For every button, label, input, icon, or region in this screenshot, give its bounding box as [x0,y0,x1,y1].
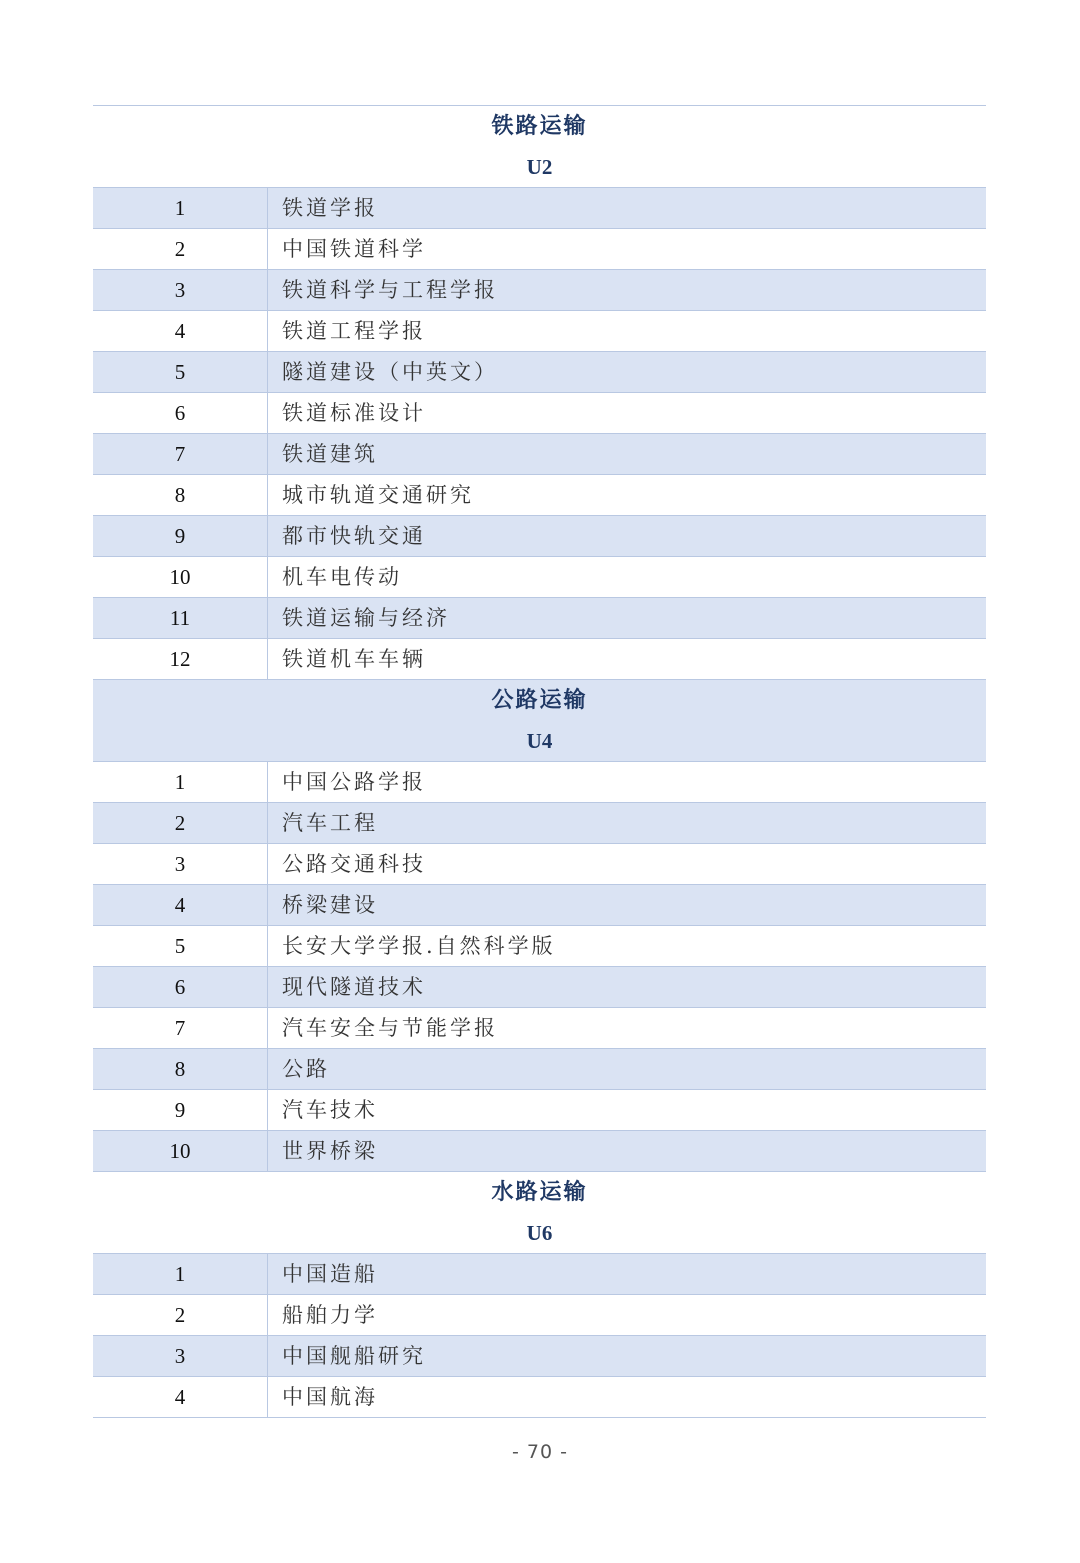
row-index: 9 [93,516,268,556]
row-index: 10 [93,1131,268,1171]
row-index: 6 [93,393,268,433]
page-number: - 70 - [512,1441,568,1463]
journal-name: 铁道工程学报 [282,319,426,343]
journal-name: 汽车技术 [282,1098,378,1122]
journal-name: 机车电传动 [282,565,402,589]
table-row [93,556,986,597]
journal-name: 中国舰船研究 [282,1344,426,1368]
table-row [93,1253,986,1294]
row-index: 1 [93,188,268,228]
table-row [93,1376,986,1418]
table-row [93,1294,986,1335]
table-row [93,1007,986,1048]
table-row [93,351,986,392]
section-title: 水路运输 [491,1179,588,1205]
row-index: 2 [93,229,268,269]
row-index: 1 [93,1254,268,1294]
journal-name: 铁道标准设计 [282,401,426,425]
row-index: 2 [93,803,268,843]
section-code: U4 [526,729,553,753]
journal-name: 中国航海 [282,1385,378,1409]
section-code: U6 [526,1221,553,1245]
journal-name: 船舶力学 [282,1303,378,1327]
row-index: 11 [93,598,268,638]
journal-name: 铁道建筑 [282,442,378,466]
row-index: 6 [93,967,268,1007]
journal-name: 现代隧道技术 [282,975,426,999]
journal-name: 中国造船 [282,1262,378,1286]
table-row [93,228,986,269]
row-index: 4 [93,311,268,351]
journal-name: 铁道机车车辆 [282,647,426,671]
journal-table [93,105,986,1418]
journal-name: 铁道科学与工程学报 [282,278,498,302]
row-index: 3 [93,270,268,310]
journal-name: 公路交通科技 [282,852,426,876]
row-index: 7 [93,1008,268,1048]
row-index: 8 [93,1049,268,1089]
table-row [93,187,986,228]
journal-name: 中国公路学报 [282,770,426,794]
journal-name: 公路 [282,1057,330,1081]
journal-name: 中国铁道科学 [282,237,426,261]
row-index: 9 [93,1090,268,1130]
table-row [93,802,986,843]
section-title: 公路运输 [491,687,588,713]
table-row [93,761,986,802]
journal-name: 桥梁建设 [282,893,378,917]
section-code: U2 [526,155,553,179]
table-row [93,310,986,351]
journal-name: 长安大学学报.自然科学版 [282,934,556,958]
table-row [93,269,986,310]
table-row [93,638,986,679]
table-row [93,392,986,433]
section-title: 铁路运输 [491,113,588,139]
journal-name: 铁道运输与经济 [282,606,450,630]
row-index: 2 [93,1295,268,1335]
journal-name: 汽车工程 [282,811,378,835]
table-row [93,843,986,884]
table-row [93,474,986,515]
table-row [93,433,986,474]
table-row [93,1335,986,1376]
journal-name: 世界桥梁 [282,1139,378,1163]
row-index: 7 [93,434,268,474]
row-index: 8 [93,475,268,515]
table-row [93,1089,986,1130]
table-row [93,515,986,556]
journal-name: 汽车安全与节能学报 [282,1016,498,1040]
row-index: 5 [93,926,268,966]
table-row [93,597,986,638]
row-index: 10 [93,557,268,597]
row-index: 4 [93,885,268,925]
journal-name: 都市快轨交通 [282,524,426,548]
table-row [93,966,986,1007]
section-header-waterway [93,1171,986,1253]
row-index: 4 [93,1377,268,1417]
row-index: 3 [93,1336,268,1376]
row-index: 1 [93,762,268,802]
row-index: 3 [93,844,268,884]
table-row [93,884,986,925]
table-row [93,1048,986,1089]
journal-name: 城市轨道交通研究 [282,483,474,507]
row-index: 5 [93,352,268,392]
row-index: 12 [93,639,268,679]
section-header-highway [93,679,986,761]
table-row [93,1130,986,1171]
journal-name: 铁道学报 [282,196,378,220]
journal-name: 隧道建设（中英文） [282,360,498,384]
table-row [93,925,986,966]
section-header-railway [93,105,986,187]
